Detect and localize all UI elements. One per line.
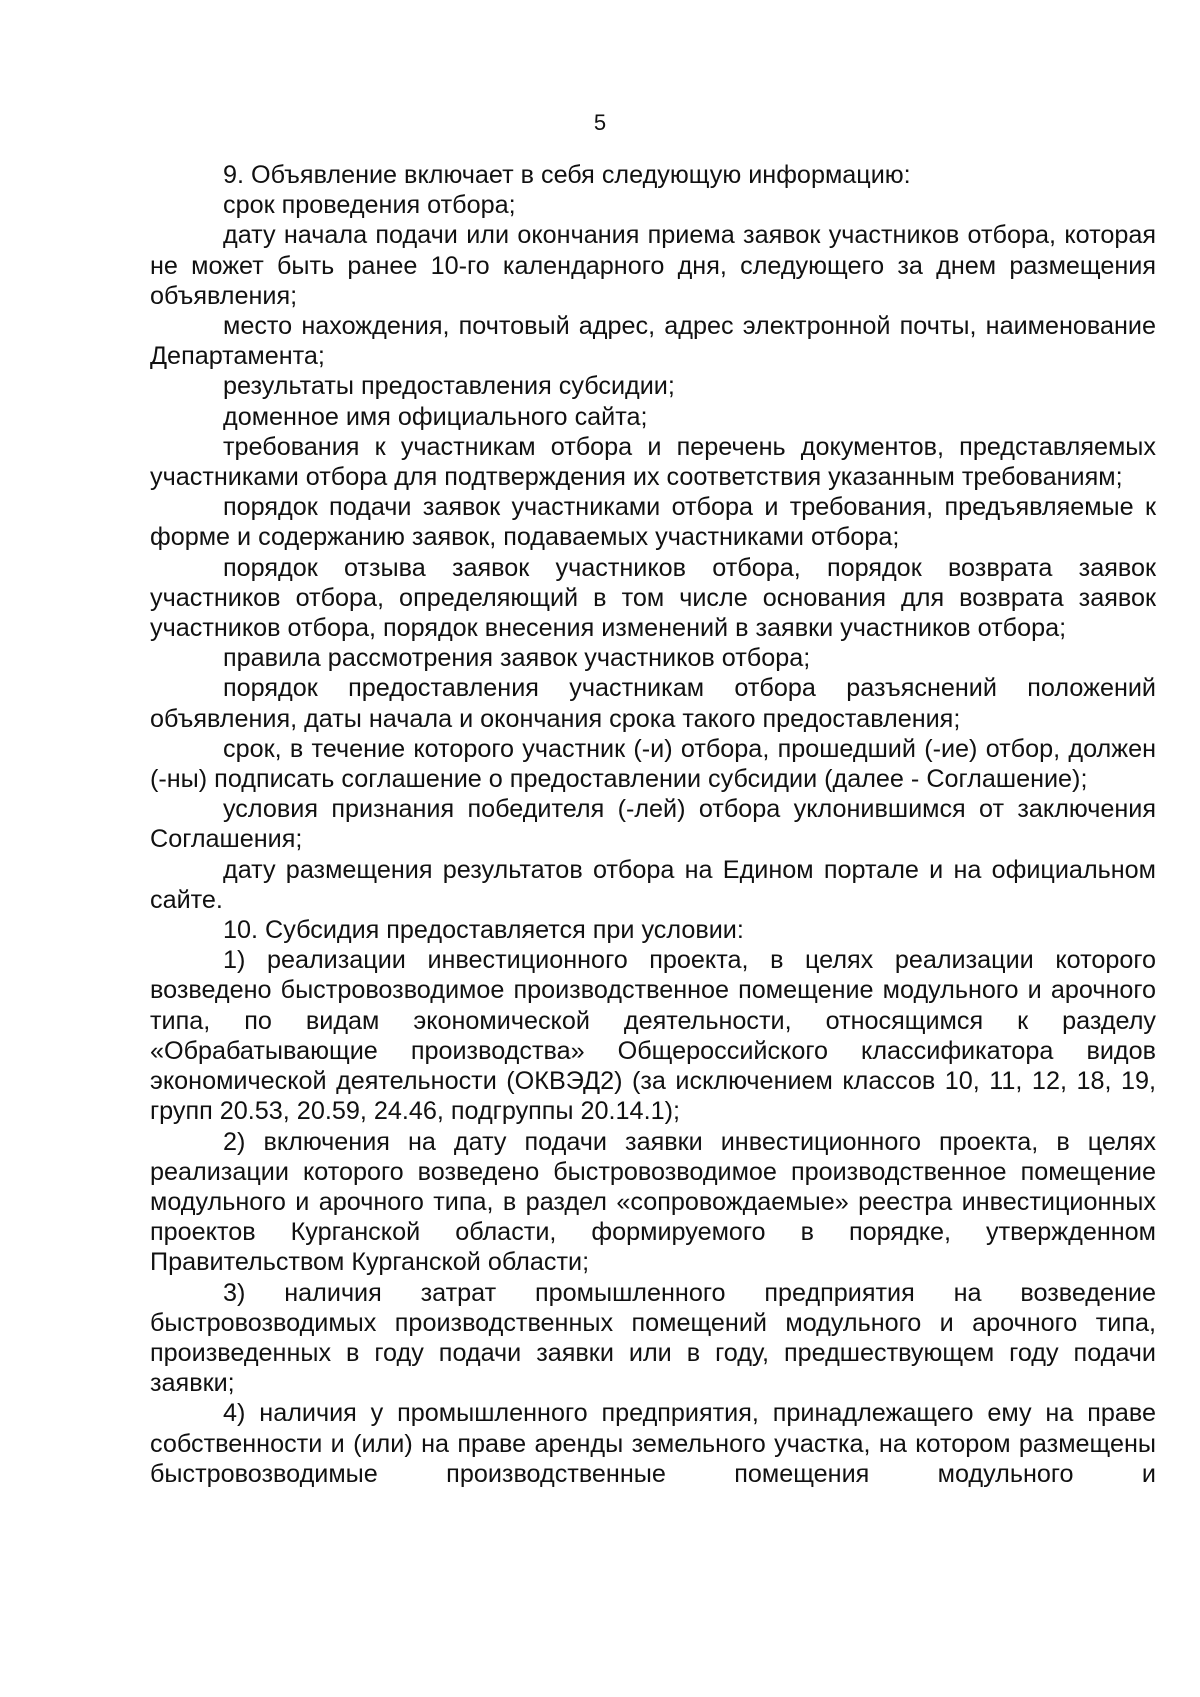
condition-item-3: 3) наличия затрат промышленного предприятия на возведение быстровозводимых производственных помещений модульного и арочного типа, произведенных в году подачи заявки или в году, предшествующем году подачи заявки;	[150, 1278, 1156, 1398]
paragraph: дату начала подачи или окончания приема заявок участников отбора, которая не может быть ранее 10-го календарного дня, следующего за днем размещения объявления;	[150, 221, 1156, 310]
page-number: 5	[593, 110, 607, 135]
paragraph: дату размещения результатов отбора на Едином портале и на официальном сайте.	[150, 855, 1156, 914]
paragraph: срок, в течение которого участник (-и) отбора, прошедший (-ие) отбор, должен (-ны) подписать соглашение о предоставлении субсидии (далее - Соглашение);	[150, 734, 1156, 794]
paragraph: доменное имя официального сайта;	[223, 402, 648, 431]
paragraph-item-9-heading: 9. Объявление включает в себя следующую информацию:	[223, 161, 911, 189]
paragraph-item-10-heading: 10. Субсидия предоставляется при условии:	[223, 916, 744, 945]
paragraph: порядок подачи заявок участниками отбора и требования, предъявляемые к форме и содержанию заявок, подаваемых участниками отбора;	[150, 493, 1156, 552]
condition-item-1: 1) реализации инвестиционного проекта, в целях реализации которого возведено быстровозводимое производственное помещение модульного и арочного типа, по видам экономической деятельности, относящимся к разделу «Обрабатывающие производства» Общероссийского классификатора видов экономической деятельности (ОКВЭД2) (за исключением классов 10, 11, 12, 18, 19, групп 20.53, 20.59, 24.46, подгруппы 20.14.1);	[150, 946, 1156, 1126]
paragraph: порядок предоставления участникам отбора разъяснений положений объявления, даты начала и окончания срока такого предоставления;	[150, 674, 1156, 733]
paragraph: срок проведения отбора;	[223, 191, 516, 220]
document-body	[150, 160, 1156, 1489]
paragraph: место нахождения, почтовый адрес, адрес электронной почты, наименование Департамента;	[150, 312, 1156, 371]
paragraph: условия признания победителя (-лей) отбора уклонившимся от заключения Соглашения;	[150, 795, 1156, 854]
condition-item-4: 4) наличия у промышленного предприятия, принадлежащего ему на праве собственности и (или) на праве аренды земельного участка, на котором размещены быстровозводимые производственные помещения модульного и	[150, 1399, 1156, 1488]
paragraph: результаты предоставления субсидии;	[223, 372, 675, 401]
paragraph: требования к участникам отбора и перечень документов, представляемых участниками отбора для подтверждения их соответствия указанным требованиям;	[150, 432, 1156, 492]
paragraph: правила рассмотрения заявок участников отбора;	[223, 644, 811, 673]
paragraph: порядок отзыва заявок участников отбора, порядок возврата заявок участников отбора, определяющий в том числе основания для возврата заявок участников отбора, порядок внесения изменений в заявки участников отбора;	[150, 553, 1156, 643]
condition-item-2: 2) включения на дату подачи заявки инвестиционного проекта, в целях реализации которого возведено быстровозводимое производственное помещение модульного и арочного типа, в раздел «сопровождаемые» реестра инвестиционных проектов Курганской области, формируемого в порядке, утвержденном Правительством Курганской области;	[150, 1127, 1156, 1277]
